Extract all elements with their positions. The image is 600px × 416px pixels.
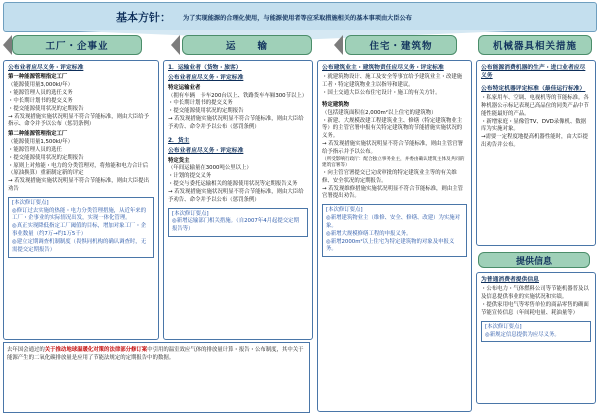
housing-column (317, 60, 472, 412)
info-column (476, 272, 596, 404)
housing-line: ・就建筑物设计、施工及安全等事宜给予建筑业主・改建施工者・特定建筑物业主以指导和建议。 (322, 74, 463, 89)
transport-line: ・计划的提交义务 (168, 173, 212, 180)
factory-line: 第一种能源管理指定工厂 (8, 74, 68, 81)
factory-line: ・原则上对热能・电力的分类管理对，将热能和电力合计后（原油换算）重新制定新的评定 (8, 162, 149, 177)
machines-column (476, 60, 596, 246)
transport-subtitle-4: 公布业者应尽义务・评定标准 (168, 148, 244, 155)
housing-line: ・向主管官署提交已完成审批的特定建筑业主等的有关维修、安全状况的定期报告。 (322, 169, 457, 184)
footnote-prefix: 去年国会通过的 (7, 347, 45, 353)
info-revision-box (481, 321, 591, 343)
housing-revision-item: ◎新增建筑物业主（维修、安全、修缮、改建）为实施对象。 (326, 215, 461, 229)
machines-line: ・私家用车、空调、电视机等的节能标准。各种机器公示标记表现已高品位的同类产品中节能性能最好的产品。 (481, 95, 589, 117)
factory-revision-box (8, 197, 154, 258)
header-transport-arrow-icon (171, 35, 180, 55)
housing-line: ・新建、大规模改建工程建筑业主、修缮（特定建筑物业主等）的主管官署申报有关特定建筑物的节能措施实施状况的义务。 (322, 117, 463, 140)
machines-subtitle: 公布能源消费机器的生产・进口业者应尽义务 (481, 65, 586, 80)
transport-line: ・提交与委托运输相关的能源使用状况等定期报告义务 (168, 181, 298, 188)
basic-policy-banner (3, 2, 597, 32)
header-housing: 住宅・建筑物 (345, 35, 457, 55)
transport-subtitle-3: 2．货主 (168, 137, 190, 144)
transport-line: ・中长期计划书的提交义务 (168, 100, 233, 107)
header-transport: 运 输 (182, 35, 312, 55)
transport-line: ・提交能源使用状况的定期报告 (168, 108, 244, 115)
transport-line: 特定货主 (168, 157, 190, 164)
factory-line: （能源使用量3,000kl/年） (8, 82, 73, 89)
factory-revision-item: ◎建立定期调查机制制度（畏惧同机构的确认调查时，无需提交定期报告） (12, 238, 147, 253)
header-factory-arrow-icon (3, 35, 12, 55)
housing-head: 特定建筑物 (322, 101, 349, 108)
transport-subtitle-1: 1．运输业者（货物・旅客） (168, 65, 242, 71)
factory-line: ・能源管理人员的选任 (8, 146, 62, 153)
machines-line: ・新增家庭・显像管TV、DVD录像机、数据库为实施对象。 (481, 118, 587, 133)
transport-column (163, 60, 313, 340)
header-machines: 机械器具相关措施 (478, 35, 592, 55)
factory-subtitle: 公布业者应尽义务・评定标准 (8, 65, 84, 71)
factory-line: （能源使用量1,500kl/年） (8, 139, 73, 146)
housing-revision-title: [本次修订要点] (326, 207, 363, 214)
factory-line: ・能源管理人员的选任义务 (8, 90, 73, 97)
transport-line: → 若发现措施实施状况明显不符合节能标准，则由大臣给予劝告、命令并予以公布（惩罚条例） (168, 116, 304, 130)
housing-revision-item: ◎新增大规模修缮工程的申报义务。 (326, 230, 412, 237)
housing-line: → 若发现维修措施实施状况明显不符合节能标准，则由主管官署提出劝告。 (322, 185, 463, 200)
footnote-highlight: 关于推动地球温暖化对策的法律部分修订案 (44, 347, 148, 353)
info-line: ・提供家用电气等零售单位的商品零售的确面节能宣传信息（年间耗电量、耗油量等） (481, 302, 589, 316)
housing-revision-item: ◎新增2000m²以上住宅为特定建筑物的对象及申报义务。 (326, 238, 455, 253)
factory-revision-item: ◎真正实现降低指定工厂阈值的目标，增加对象工厂・企事业数量（约7万→约1万5千） (12, 223, 147, 238)
housing-line: （包括建筑面积在2,000m²以上住宅的建筑物） (322, 109, 437, 116)
machines-line: →需要一定程度地提高机器性能时，由大臣提出劝告并公布。 (481, 134, 588, 149)
basic-policy-label: 基本方针： (116, 11, 171, 24)
machines-head: 公布特定机器评定标准（最佳运行标准） (481, 85, 586, 92)
factory-line: ・提交能源使用状况的定期报告 (8, 105, 84, 112)
housing-line: → 若发现措施实施状况明显不符合节能标准，则由主管官署给予指示并予以公布。 (322, 141, 463, 155)
transport-line: （年间运输量在3000吨公里以上） (168, 165, 252, 172)
transport-line: （拥有车辆 卡车200台以上、铁路货车车厢300节以上） (168, 92, 308, 99)
factory-line: ・提交能源使用状况的定期报告 (8, 154, 84, 161)
factory-revision-item: ◎修订过去实施的热能・电力分类管理措施，从近年来的工厂・企事业的实际情况出发，实现一体化管理。 (12, 207, 147, 222)
transport-subtitle-2: 公布业者应尽义务・评定标准 (168, 75, 244, 82)
factory-line: ・中长期计划书的提交义务 (8, 97, 73, 104)
factory-revision-title: [本次修订要点] (12, 199, 49, 206)
factory-line: 第二种能源管理指定工厂 (8, 131, 68, 138)
housing-revision-box (322, 204, 467, 257)
info-revision-item: ◎新规定信息提供为应尽义务。 (485, 331, 560, 338)
transport-line: 特定运输业者 (168, 84, 201, 91)
housing-line: （所受影响行政厅：配合独立事务业主，并委由确认建筑主体及共同的建筑官署等） (322, 156, 465, 169)
footnote-suffix: 中引用的温室效应气体的排放量计算・报告・公布制度，其中关于能源产生的二氧化碳排放量是应用了节能法规定的定期报告中的数据。 (7, 347, 304, 362)
transport-revision-box (168, 208, 308, 237)
header-factory: 工厂・企事业 (12, 35, 142, 55)
info-revision-title: [本次修订要点] (485, 323, 522, 330)
header-info: 提供信息 (478, 252, 590, 268)
transport-line: → 若发现措施实施状况明显不符合节能标准，则由大臣给予劝告、命令并予以公布（惩罚条例） (168, 188, 304, 203)
factory-line: → 若发现措施实施状况明显不符合节能标准，则由大臣提出劝告 (8, 178, 149, 192)
info-line: ・公布电力・气体燃料公司等节能机器普及以及信息提供事业的实施状况和实绩。 (481, 286, 589, 301)
transport-revision-title: [本次修订要点] (172, 210, 209, 217)
transport-revision-item: ◎新增运输部门相关措施。（自2007年4月起提交定期报告等） (172, 218, 299, 233)
factory-line: → 若发现措施实施状况明显不符合节能标准，则由大臣给予指示、命令并予以公布（惩罚条例） (8, 113, 149, 128)
basic-policy-text: 为了实现能源的合理化使用，与能源使用者等应采取措施相关的基本事项由大臣公布 (183, 14, 412, 22)
info-subtitle: 为普通消费者提供信息 (481, 277, 539, 283)
footnote-box (3, 342, 310, 413)
housing-subtitle: 公布建筑业主・建筑物责任应尽义务・评定标准 (322, 65, 444, 71)
housing-line: ・国土交通大臣公布住宅设计・施工的有关方针。 (322, 90, 441, 97)
factory-column (3, 60, 159, 340)
